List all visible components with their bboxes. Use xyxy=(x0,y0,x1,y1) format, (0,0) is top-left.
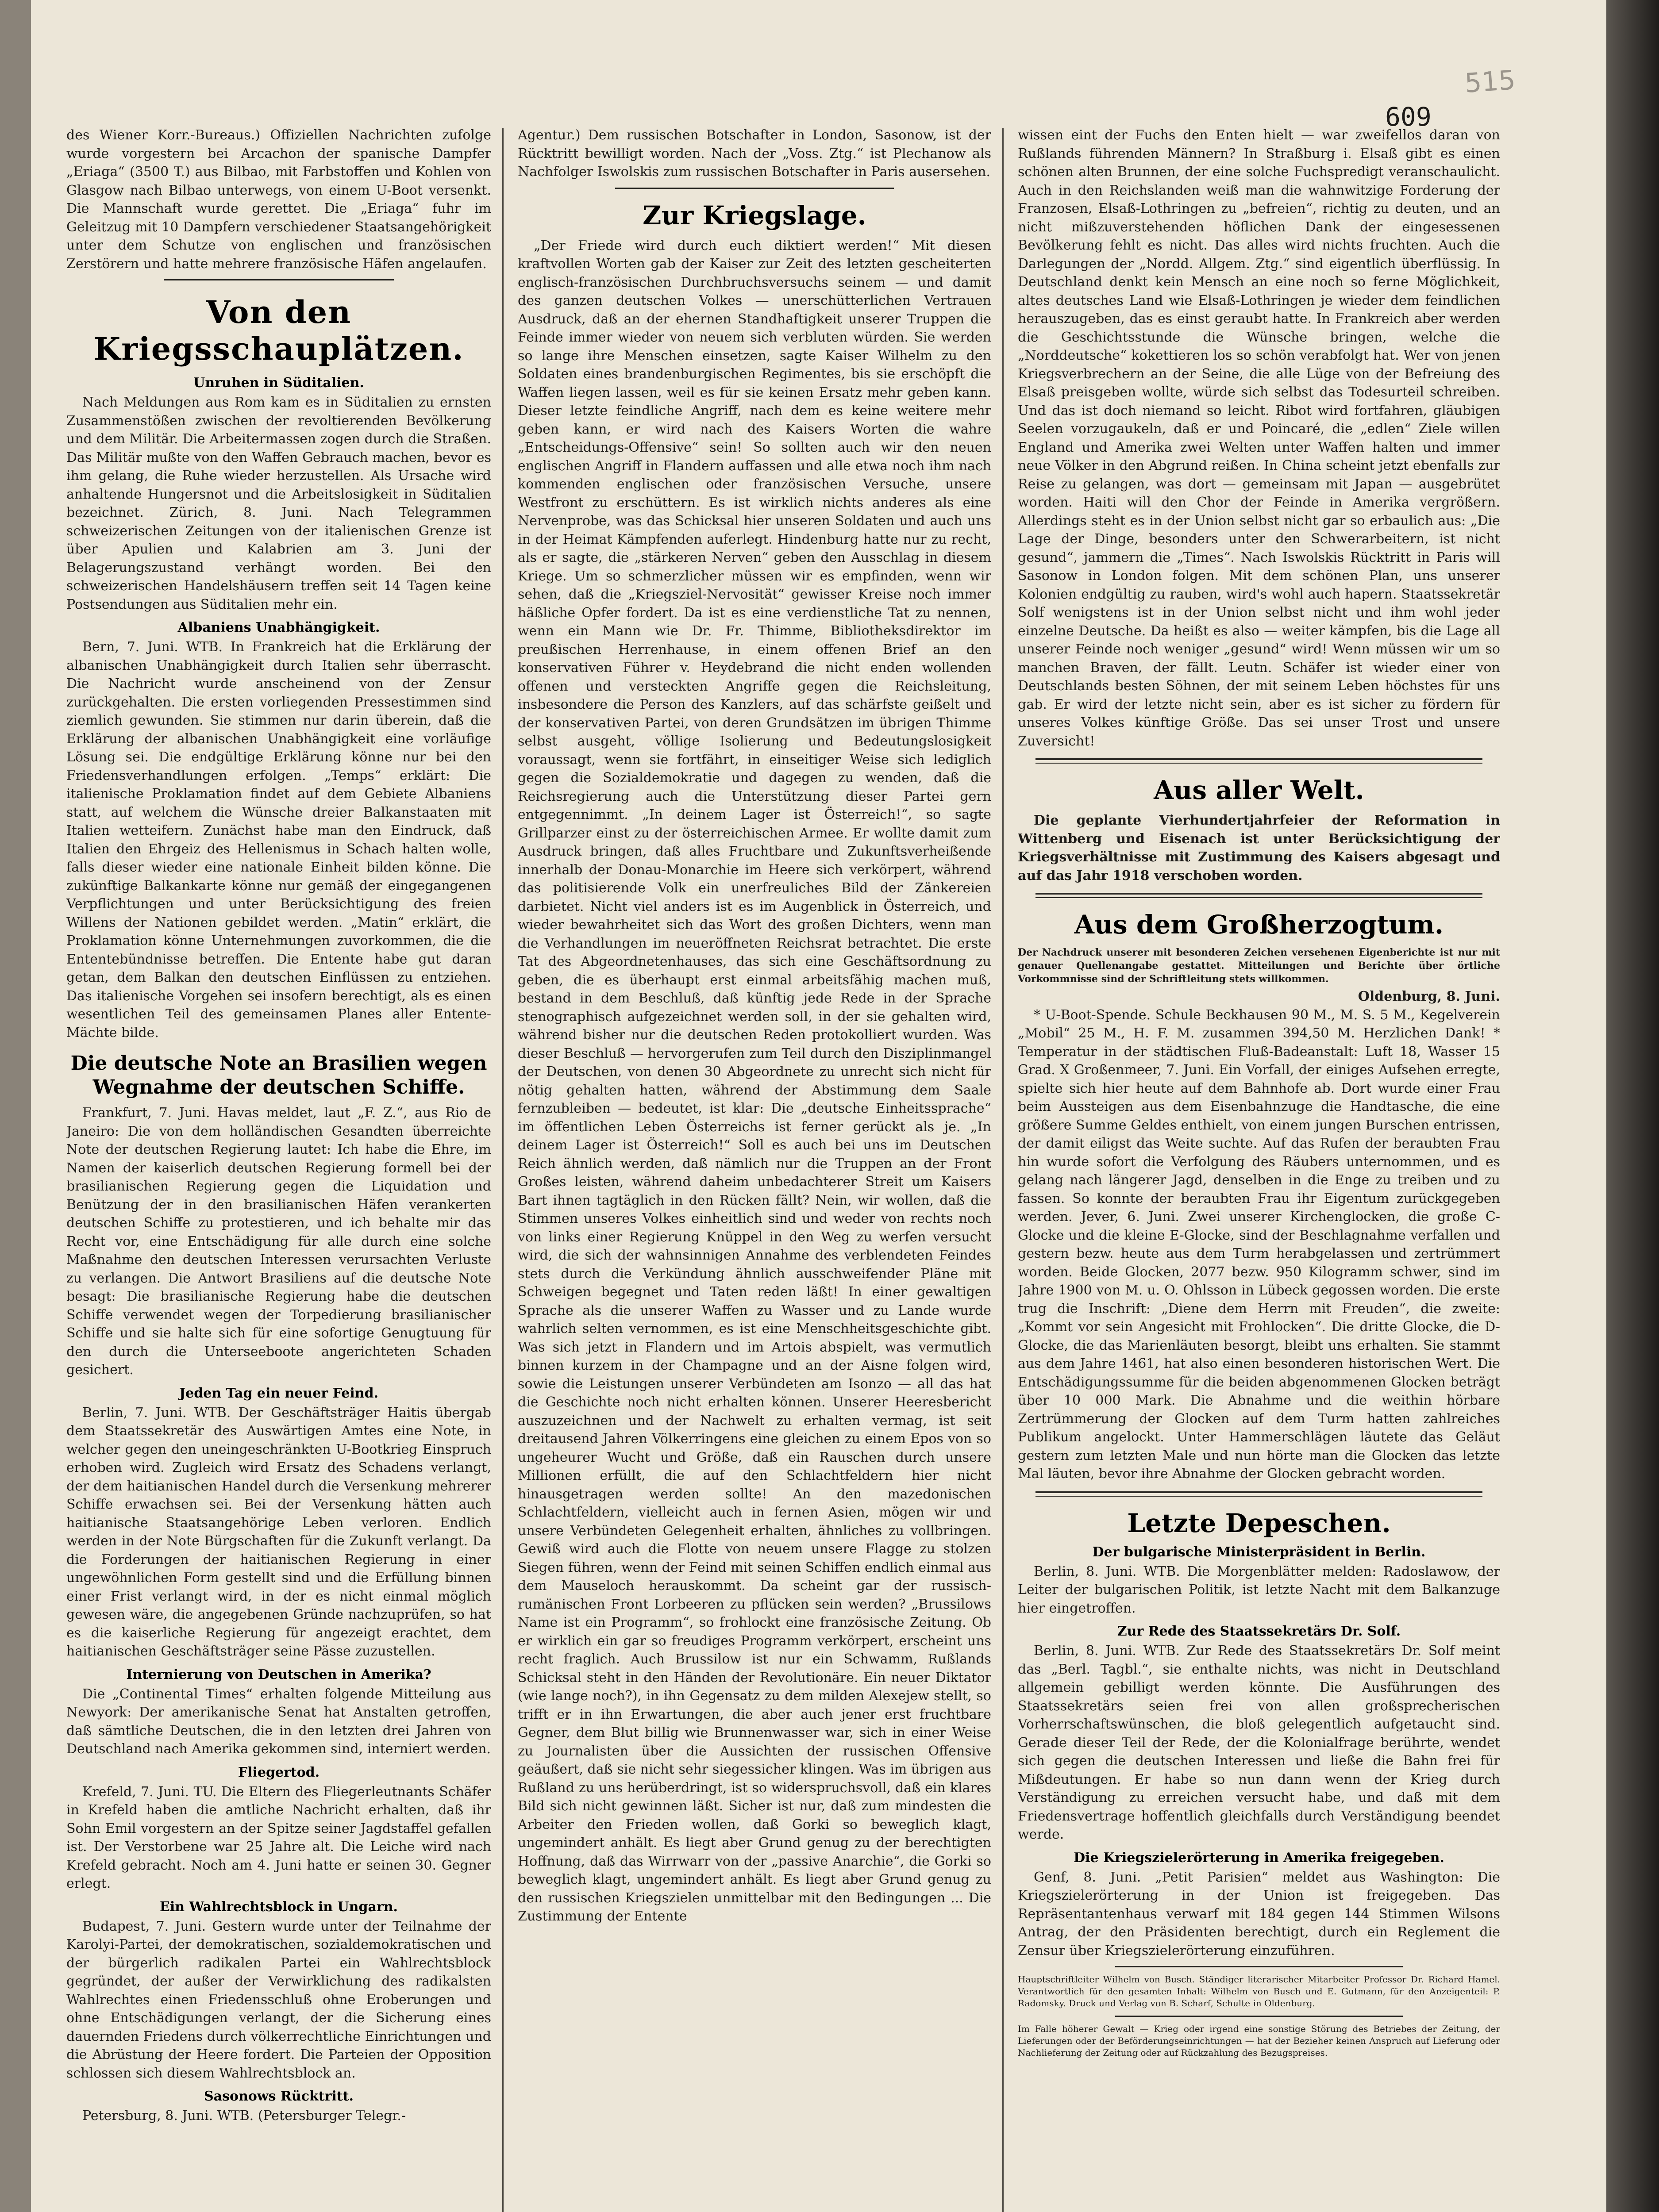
pencil-annotation: 515 xyxy=(1463,65,1517,99)
article-title: Die Kriegszielerörterung in Amerika freigegeben. xyxy=(1074,1850,1444,1866)
separator xyxy=(1115,2016,1403,2017)
dateline: Oldenburg, 8. Juni. xyxy=(1358,989,1500,1004)
article-text: Die „Continental Times“ erhalten folgende Mitteilung aus Newyork: Der amerikanische Senat hat Anstalten getroffen, daß sämtliche Deutschen, die in den letzten drei Jahren von Deutschland nach Amerika gekommen sind, interniert werden. xyxy=(66,1686,491,1757)
article-title: Der bulgarische Ministerpräsident in Berlin. xyxy=(1092,1544,1426,1560)
article-text: Krefeld, 7. Juni. TU. Die Eltern des Fliegerleutnants Schäfer in Krefeld haben die amtliche Nachricht erhalten, daß ihr Sohn Emil vorgestern an der Spitze seiner Jagdstaffel gefallen ist. Der Verstorbene war 25 Jahre alt. Die Leiche wird nach Krefeld gebracht. Noch am 4. Juni hatte er seinen 30. Gegner erlegt. xyxy=(66,1784,491,1891)
column-divider xyxy=(502,128,504,2212)
separator xyxy=(1035,893,1482,898)
separator xyxy=(615,188,894,189)
article-title: Internierung von Deutschen in Amerika? xyxy=(126,1667,431,1682)
article-text: * U-Boot-Spende. Schule Beckhausen 90 M., M. S. 5 M., Kegelverein „Mobil“ 25 M., H. F. M. zusammen 394,50 M. Herzlichen Dank! * Temperatur in der städtischen Fluß-Badeanstalt: Luft 18, Wasser 15 Grad. X Großenmeer, 7. Juni. Ein Vorfall, der einiges Aufsehen erregte, spielte sich hier heute auf dem Bahnhofe ab. Dort wurde einer Frau beim Aussteigen aus dem Eisenbahnzuge die Handtasche, die eine größere Summe Geldes enthielt, von einem jungen Burschen entrissen, der damit eiligst das Weite suchte. Auf das Rufen der beraubten Frau hin wurde sofort die Verfolgung des Räubers unternommen, und es gelang nach längerer Jagd, denselben in die Enge zu treiben und zu fassen. So konnte der beraubten Frau ihr Eigentum zurückgegeben werden. Jever, 6. Juni. Zwei unserer Kirchenglocken, die große C-Glocke und die kleine E-Glocke, sind der Beschlagnahme verfallen und gestern bezw. heute aus dem Turm herabgelassen und zertrümmert worden. Beide Glocken, 2077 bezw. 950 Kilogramm schwer, sind im Jahre 1900 von M. u. O. Ohlsson in Lübeck gegossen worden. Die erste trug die Inschrift: „Diene dem Herrn mit Freuden“, die zweite: „Kommt vor sein Angesicht mit Frohlocken“. Die dritte Glocke, die D-Glocke, die das Marienläuten besorgt, bleibt uns erhalten. Sie stammt aus dem Jahre 1461, hat also einen besonderen historischen Wert. Die Entschädigungssumme für die beiden abgenommenen Glocken beträgt über 10 000 Mark. Die Abnahme und die weithin hörbare Zertrümmerung der Glocken auf dem Turm hatten zahlreiches Publikum angelockt. Unter Hammerschlägen läutete das Geläut gestern zum letzten Male und nun hörte man die Glocken das letzte Mal läuten, bevor ihre Abnahme der Glocken gebracht worden. xyxy=(1018,1007,1500,1482)
separator xyxy=(1035,1491,1482,1497)
article-heading: Die deutsche Note an Brasilien wegen Wegnahme der deutschen Schiffe. xyxy=(70,1052,487,1098)
article-text: Frankfurt, 7. Juni. Havas meldet, laut „F. Z.“, aus Rio de Janeiro: Die von dem holländischen Gesandten überreichte Note der deutschen Regierung lautet: Ich habe die Ehre, im Namen der kaiserlich deutschen Regierung formell bei der brasilianischen Regierung gegen die Liquidation und Benützung der in den brasilianischen Häfen verankerten deutschen Schiffe zu protestieren, und ich behalte mir das Recht vor, eine Entschädigung für alle durch eine solche Maßnahme den deutschen Interessen verursachten Verluste zu verlangen. Die Antwort Brasiliens auf die deutsche Note besagt: Die brasilianische Regierung habe die deutschen Schiffe verwendet wegen der Torpedierung brasilianischer Schiffe und sie halte sich für eine sofortige Genugtuung für den durch die Unterseeboote angerichteten Schaden gesichert. xyxy=(66,1105,491,1378)
article-text: Berlin, 7. Juni. WTB. Der Geschäftsträger Haitis übergab dem Staatssekretär des Auswärtigen Amtes eine Note, in welcher gegen den uneingeschränkten U-Bootkrieg Einspruch erhoben wird. Zugleich wird Ersatz des Schadens verlangt, der dem haitianischen Handel durch die Versenkung mehrerer Schiffe erwachsen sei. Bei der Versenkung hätten auch haitianische Staatsangehörige Leben verloren. Endlich werden in der Note Bürgschaften für die Zukunft verlangt. Da die Forderungen der haitianischen Regierung in einer ungewöhnlichen Form gestellt sind und die Erfüllung binnen einer Frist verlangt wird, in der es nicht einmal möglich gewesen wäre, die angegebenen Gründe nachzuprüfen, so hat es die kaiserliche Regierung für angezeigt erachtet, dem haitianischen Geschäftsträger seine Pässe zuzustellen. xyxy=(66,1405,491,1659)
article-text: Berlin, 8. Juni. WTB. Zur Rede des Staatssekretärs Dr. Solf meint das „Berl. Tagbl.“, sie enthalte nichts, was nicht in Deutschland allgemein gebilligt werden könnte. Die Ausführungen des Staatssekretärs seien frei von allen großsprecherischen Vorherrschaftswünschen, die bloß gelegentlich aufgetaucht sind. Gerade dieser Teil der Rede, der die Kolonialfrage berührte, wendet sich gegen die deutschen Interessen und ließe die Bahn frei für Mißdeutungen. Er habe so nun dann wenn der Krieg durch Verständigung zu erreichen versucht habe, und daß mit dem Friedensvertrage hoffentlich gleichfalls durch Verständigung beendet werde. xyxy=(1018,1643,1500,1842)
column-right xyxy=(1018,126,1500,2212)
section-heading: Aus aller Welt. xyxy=(1154,775,1364,805)
book-spine xyxy=(1606,0,1659,2212)
page-number: 609 xyxy=(1385,102,1432,132)
article-text: Genf, 8. Juni. „Petit Parisien“ meldet aus Washington: Die Kriegszielerörterung in der Union ist freigegeben. Das Repräsentantenhaus verwarf mit 184 gegen 144 Stimmen Wilsons Antrag, der den Präsidenten berechtigt, durch ein Reglement die Zensur über Kriegszielerörterung einzuführen. xyxy=(1018,1869,1500,1959)
article-title: Albaniens Unabhängigkeit. xyxy=(177,620,380,635)
section-heading: Zur Kriegslage. xyxy=(643,200,866,230)
article-text: Nach Meldungen aus Rom kam es in Süditalien zu ernsten Zusammenstößen zwischen der revoltierenden Bevölkerung und dem Militär. Die Arbeitermassen zogen durch die Straßen. Das Militär mußte von den Waffen Gebrauch machen, bevor es ihm gelang, die Ruhe wieder herzustellen. Als Ursache wird anhaltende Hungersnot und die Arbeitslosigkeit in Süditalien bezeichnet. Zürich, 8. Juni. Nach Telegrammen schweizerischen Zeitungen von der italienischen Grenze ist über Apulien und Kalabrien am 3. Juni der Belagerungszustand verhängt worden. Bei den schweizerischen Handelshäusern treffen seit 14 Tagen keine Postsendungen aus Süditalien mehr ein. xyxy=(66,395,491,612)
separator xyxy=(1035,758,1482,764)
article-text: Agentur.) Dem russischen Botschafter in London, Sasonow, ist der Rücktritt bewilligt worden. Nach der „Voss. Ztg.“ ist Plechanow als Nachfolger Iswolskis zum russischen Botschafter in Paris ausersehen. xyxy=(518,127,991,180)
article-text: Petersburg, 8. Juni. WTB. (Petersburger Telegr.- xyxy=(82,2108,406,2124)
article-title: Zur Rede des Staatssekretärs Dr. Solf. xyxy=(1117,1624,1401,1639)
section-heading: Letzte Depeschen. xyxy=(1127,1508,1391,1538)
intro-text: des Wiener Korr.-Bureaus.) Offiziellen Nachrichten zufolge wurde vorgestern bei Arcachon der spanische Dampfer „Eriaga“ (3500 T.) aus Bilbao, mit Farbstoffen und Kohlen von Glasgow nach Bilbao unterwegs, von einem U-Boot versenkt. Die Mannschaft wurde gerettet. Die „Eriaga“ fuhr im Geleitzug mit 10 Dampfern verschiedener Staatsangehörigkeit unter dem Schutze von englischen und französischen Zerstörern und hatte mehrere französische Häfen angelaufen. xyxy=(66,127,491,272)
newspaper-page xyxy=(31,0,1606,2212)
section-heading: Von den Kriegsschauplätzen. xyxy=(93,294,464,367)
article-title: Sasonows Rücktritt. xyxy=(204,2089,354,2104)
section-heading: Aus dem Großherzogtum. xyxy=(1074,910,1444,940)
article-text: Budapest, 7. Juni. Gestern wurde unter der Teilnahme der Karolyi-Partei, der demokratischen, sozialdemokratischen und der bürgerlich radikalen Partei ein Wahlrechtsblock gegründet, der außer der Verwirklichung des radikalsten Wahlrechtes einen Friedensschluß ohne Eroberungen und ohne Entschädigungen verlangt, der die Sicherung eines dauernden Friedens durch völkerrechtliche Einrichtungen und die Abrüstung der Heere fordert. Die Parteien der Opposition schlossen sich diesem Wahlrechtsblock an. xyxy=(66,1918,491,2081)
column-divider xyxy=(1002,128,1004,2212)
column-middle xyxy=(518,126,991,2212)
imprint: Hauptschriftleiter Wilhelm von Busch. Ständiger literarischer Mitarbeiter Professor Dr. Richard Hamel. Verantwortlich für den gesamten Inhalt: Wilhelm von Busch und E. Gutmann, für den Anzeigenteil: P. Radomsky. Druck und Verlag von B. Scharf, Schulte in Oldenburg. xyxy=(1018,1974,1500,2008)
article-text: „Der Friede wird durch euch diktiert werden!“ Mit diesen kraftvollen Worten gab der Kaiser zur Zeit des letzten gescheiterten englisch-französischen Durchbruchsversuchs seinem — und damit des ganzen deutschen Volkes — unerschütterlichen Vertrauen Ausdruck, daß an der ehernen Standhaftigkeit unserer Truppen die Feinde immer wieder von neuem sich verbluten würden. Sie werden so lange ihre Menschen einsetzen, sagte Kaiser Wilhelm zu den Soldaten eines brandenburgischen Regimentes, bis sie erschöpft die Waffen liegen lassen, weil es für sie keinen Ersatz mehr geben kann. Dieser letzte feindliche Angriff, nach dem es keine weitere mehr geben kann, er wird nach des Kaisers Worten die wahre „Entscheidungs-Offensive“ sein! So sollten auch wir den neuen englischen Angriff in Flandern auffassen und alle etwa noch ihm nach kommenden englischen oder französischen Versuche, unsere Westfront zu erschüttern. Es ist wirklich nichts anderes als eine Nervenprobe, was das Schicksal hier unseren Soldaten und auch uns in der Heimat Kämpfenden auferlegt. Hindenburg hatte nur zu recht, als er sagte, die „stärkeren Nerven“ geben den Ausschlag in diesem Kriege. Um so schmerzlicher müssen wir es empfinden, wenn wir sehen, daß die „Kriegsziel-Nervosität“ gewisser Kreise noch immer häßliche Opfer fordert. Da ist es eine verdienstliche Tat zu nennen, wenn ein Mann wie Dr. Fr. Thimme, Bibliotheksdirektor im preußischen Herrenhause, in einem offenen Brief an den konservativen Führer v. Heydebrand die nicht enden wollenden offenen und versteckten Angriffe gegen die Reichsleitung, insbesondere die Person des Kanzlers, auf das schärfste geißelt und der konservativen Partei, von deren Grundsätzen im übrigen Thimme selbst ausgeht, völlige Isolierung und Bedeutungslosigkeit voraussagt, wenn sie fortfährt, in einseitiger Weise sich lediglich gegen die Sozialdemokratie und dagegen zu wenden, daß die Reichsregierung auch die Unterstützung dieser Partei gern entgegennimmt. „In deinem Lager ist Österreich!“, so sagte Grillparzer einst zu der österreichischen Armee. Er wollte damit zum Ausdruck bringen, daß alles Fruchtbare und Zukunftsverheißende innerhalb der Donau-Monarchie im Heere sich verkörpert, während das politisierende Volk ein unerfreuliches Bild der Zänkereien darbietet. Nicht viel anders ist es im Augenblick in Österreich, und wieder bewahrheitet sich das Wort des großen Dichters, wenn man die Verhandlungen im neueröffneten Reichsrat betrachtet. Die erste Tat des Abgeordnetenhauses, das sich eine Geschäftsordnung zu geben, die es überhaupt erst einmal arbeitsfähig machen muß, bestand in dem Beschluß, daß künftig jede Rede in der Sprache stenographisch aufgezeichnet werden soll, in der sie gehalten wird, während bisher nur die deutschen Reden protokolliert wurden. Was dieser Beschluß — hervorgerufen zum Teil durch den Disziplinmangel der Deutschen, von denen 30 Abgeordnete zu unrecht sich nicht für nötig gehalten hatten, während der Abstimmung dem Saale fernzubleiben — bedeutet, ist klar: Die „deutsche Einheitssprache“ im öffentlichen Leben Österreichs ist ferner gerückt als je. „In deinem Lager ist Österreich!“ Soll es auch bei uns im Deutschen Reich ähnlich werden, daß nämlich nur die Truppen an der Front Großes leisten, während daheim unbedachterer Streit um Kaisers Bart ihnen tagtäglich in den Rücken fällt? Nein, wir wollen, daß die Stimmen unseres Volkes einheitlich sind und weder von rechts noch von links einer Regierung Knüppel in den Weg zu werfen versucht wird, die sich der wahnsinnigen Annahme des verblendeten Feindes stets durch die Verkündung ähnlich ausschweifender Pläne mit Schweigen begegnet und Taten reden läßt! In einer gewaltigen Sprache als die unserer Waffen zu Wasser und zu Lande wurde wahrlich selten vernommen, es ist eine Menschheitsgeschichte gibt. Was sich jetzt in Flandern und im Artois abspielt, was vermutlich binnen kurzem in der Champagne und an der Aisne folgen wird, sowie die Leistungen unserer Verbündeten am Isonzo — all das hat die Geschichte noch nicht erhalten können. Unserer Heeresbericht auszuzeichnen und der Nachwelt zu erhalten vermag, ist seit dreitausend Jahren Völkerringens eine gleichen zu einem Epos von so ungeheurer Wucht und Größe, daß ein Rauschen durch unsere Millionen erfüllt, die auf den Schlachtfeldern hier nicht hinausgetragen werden sollte! An den mazedonischen Schlachtfeldern, vielleicht auch in fernen Asien, mögen wir und unsere Verbündeten Gelegenheit erhalten, ähnliches zu vollbringen. Gewiß wird auch die Flotte von neuem unsere Flagge zu stolzen Siegen führen, wenn der Feind mit seinen Schiffen endlich einmal aus dem Mauseloch herauskommt. Da scheint gar der russisch-rumänischen Front Lorbeeren zu pflücken sein werden? „Brussilows Name ist ein Programm“, so frohlockt eine französische Zeitung. Ob er wirklich ein gar so freudiges Programm verkörpert, erscheint uns recht fraglich. Auch Brussilow ist nur ein Schwamm, Rußlands Schicksal steht in den Händen der Revolutionäre. Ein neuer Diktator (wie lange noch?), in ihn Gegensatz zu dem milden Alexejew stellt, so trifft er in ihn Erwartungen, die aber auch jener erst fruchtbare Gegner, dem Blut billig wie Brunnenwasser war, sich in einer Weise zu Journalisten über die Aussichten der russischen Offensive geäußert, daß sie nicht sehr siegessicher klingen. Was im übrigen aus Rußland zu uns herüberdringt, ist so widerspruchsvoll, daß ein klares Bild sich nicht gewinnen läßt. Sicher ist nur, daß zum mindesten die Arbeiter den Frieden wollen, daß Gorki so beweglich klagt, ungemindert anhält. Es liegt aber Grund genug zu der berechtigten Hoffnung, daß das Wirrwarr von der „passive Anarchie“, die Gorki so beweglich klagt, ungemindert anhält. Es liegt aber Grund genug zu den russischen Kriegszielen unmittelbar mit den Bedingungen ... Die Zustimmung der Entente xyxy=(518,238,991,1924)
article-text: wissen eint der Fuchs den Enten hielt — war zweifellos daran von Rußlands führenden Männern? In Straßburg i. Elsaß gibt es einen schönen alten Brunnen, der eine solche Fuchspredigt veranschaulicht. Auch in den Reichslanden weiß man die wahnwitzige Forderung der Franzosen, Elsaß-Lothringen zu „befreien“, richtig zu deuten, und an nicht mißzuverstehenden höflichen Dank der eingesessenen Bevölkerung fehlt es nicht. Das alles wird nichts fruchten. Auch die Darlegungen der „Nordd. Allgem. Ztg.“ sind eigentlich überflüssig. In Deutschland denkt kein Mensch an eine noch so ferne Möglichkeit, altes deutsches Land wie Elsaß-Lothringen je wieder dem feindlichen herauszugeben, das es einst geraubt hatte. In Frankreich aber werden die Geschichtsstunde die Wünsche bringen, welche die „Norddeutsche“ kokettieren los so schön verabfolgt hat. Wer von jenen Kriegsverbrechern an der Seine, die alle Lüge von der Befreiung des Elsaß preisgeben wollte, würde sich selbst das Todesurteil schreiben. Und das ist doch niemand so leicht. Ribot wird fortfahren, gläubigen Seelen vorzugaukeln, daß er und Poincaré, die „edlen“ Ziele willen England und Amerika zwei Welten unter Waffen halten und immer neue Völker in den Abgrund reißen. In China scheint jetzt ebenfalls zur Reise zu gelangen, was dort — gemeinsam mit Japan — ausgebrütet worden. Haiti will den Chor der Feinde in Amerika vergrößern. Allerdings steht es in der Union selbst nicht gar so erbaulich aus: „Die Lage der Dinge, besonders unter den Schwerarbeitern, ist nicht gesund“, jammern die „Times“. Nach Iswolskis Rücktritt in Paris will Sasonow in London folgen. Mit dem schönen Plan, uns unserer Kolonien endgültig zu rauben, wird's wohl auch hapern. Staatssekretär Solf wenigstens ist in der Union selbst nicht und ihm wohl jeder einzelne Deutsche. Da heißt es also — weiter kämpfen, bis die Lage all unserer Feinde noch weniger „gesund“ wird! Wenn müssen wir um so manchen Braven, der fällt. Leutn. Schäfer ist wieder einer von Deutschlands besten Söhnen, der mit seinem Leben höchstes für uns gab. Er wird der letzte nicht sein, aber es ist sicher zu fördern für unseres Volkes künftige Größe. Das sei unser Trost und unsere Zuversicht! xyxy=(1018,127,1500,749)
reprint-notice: Der Nachdruck unserer mit besonderen Zeichen versehenen Eigenberichte ist nur mit genauer Quellenangabe gestattet. Mitteilungen und Berichte über örtliche Vorkommnisse sind der Schriftleitung stets willkommen. xyxy=(1018,947,1500,985)
article-title: Ein Wahlrechtsblock in Ungarn. xyxy=(160,1899,398,1915)
article-title: Fliegertod. xyxy=(238,1764,320,1780)
article-text: Berlin, 8. Juni. WTB. Die Morgenblätter melden: Radoslawow, der Leiter der bulgarischen Politik, ist letzte Nacht mit dem Balkanzuge hier eingetroffen. xyxy=(1018,1563,1500,1616)
article-text: Bern, 7. Juni. WTB. In Frankreich hat die Erklärung der albanischen Unabhängigkeit durch Italien sehr überrascht. Die Nachricht wurde anscheinend von der Zensur zurückgehalten. Die ersten vorliegenden Pressestimmen sind ziemlich gewunden. Sie stimmen nur darin überein, daß die Erklärung der albanischen Unabhängigkeit eine vorläufige Lösung sei. Die endgültige Erklärung könne nur bei den Friedensverhandlungen erfolgen. „Temps“ erklärt: Die italienische Proklamation findet auf dem Gebiete Albaniens statt, auf welchem die Wünsche dreier Balkanstaaten mit Italien wetteifern. Zunächst habe man den Eindruck, daß Italien den Ehrgeiz des Hellenismus in Schach halten wolle, falls dieser wieder eine nationale Einheit bilden könne. Die zukünftige Balkankarte könne nur gemäß der eingegangenen Verpflichtungen und unter Berücksichtigung des freien Willens der Nationen gebildet werden. „Matin“ erklärt, die Proklamation könne Unternehmungen zuvorkommen, die die Ententebündnisse betreffen. Die Entente habe gut daran getan, dem Balkan den deutschen Einflüssen zu entziehen. Das italienische Vorgehen sei insofern berechtigt, als es einen wesentlichen Teil des gemeinsamen Planes aller Entente-Mächte bilde. xyxy=(66,639,491,1041)
separator xyxy=(164,279,394,280)
left-page-edge xyxy=(0,0,31,2212)
article-text: Die geplante Vierhundertjahrfeier der Reformation in Wittenberg und Eisenach ist unter Berücksichtigung der Kriegsverhältnisse mit Zustimmung des Kaisers abgesagt und auf das Jahr 1918 verschoben worden. xyxy=(1018,813,1500,883)
separator xyxy=(1115,1966,1403,1967)
article-title: Jeden Tag ein neuer Feind. xyxy=(179,1385,379,1401)
footnote: Im Falle höherer Gewalt — Krieg oder irgend eine sonstige Störung des Betriebes der Zeitung, der Lieferungen oder der Beförderungseinrichtungen — hat der Bezieher keinen Anspruch auf Lieferung oder Nachlieferung der Zeitung oder auf Rückzahlung des Bezugspreises. xyxy=(1018,2024,1500,2058)
column-left xyxy=(66,126,491,2212)
article-title: Unruhen in Süditalien. xyxy=(193,375,364,391)
